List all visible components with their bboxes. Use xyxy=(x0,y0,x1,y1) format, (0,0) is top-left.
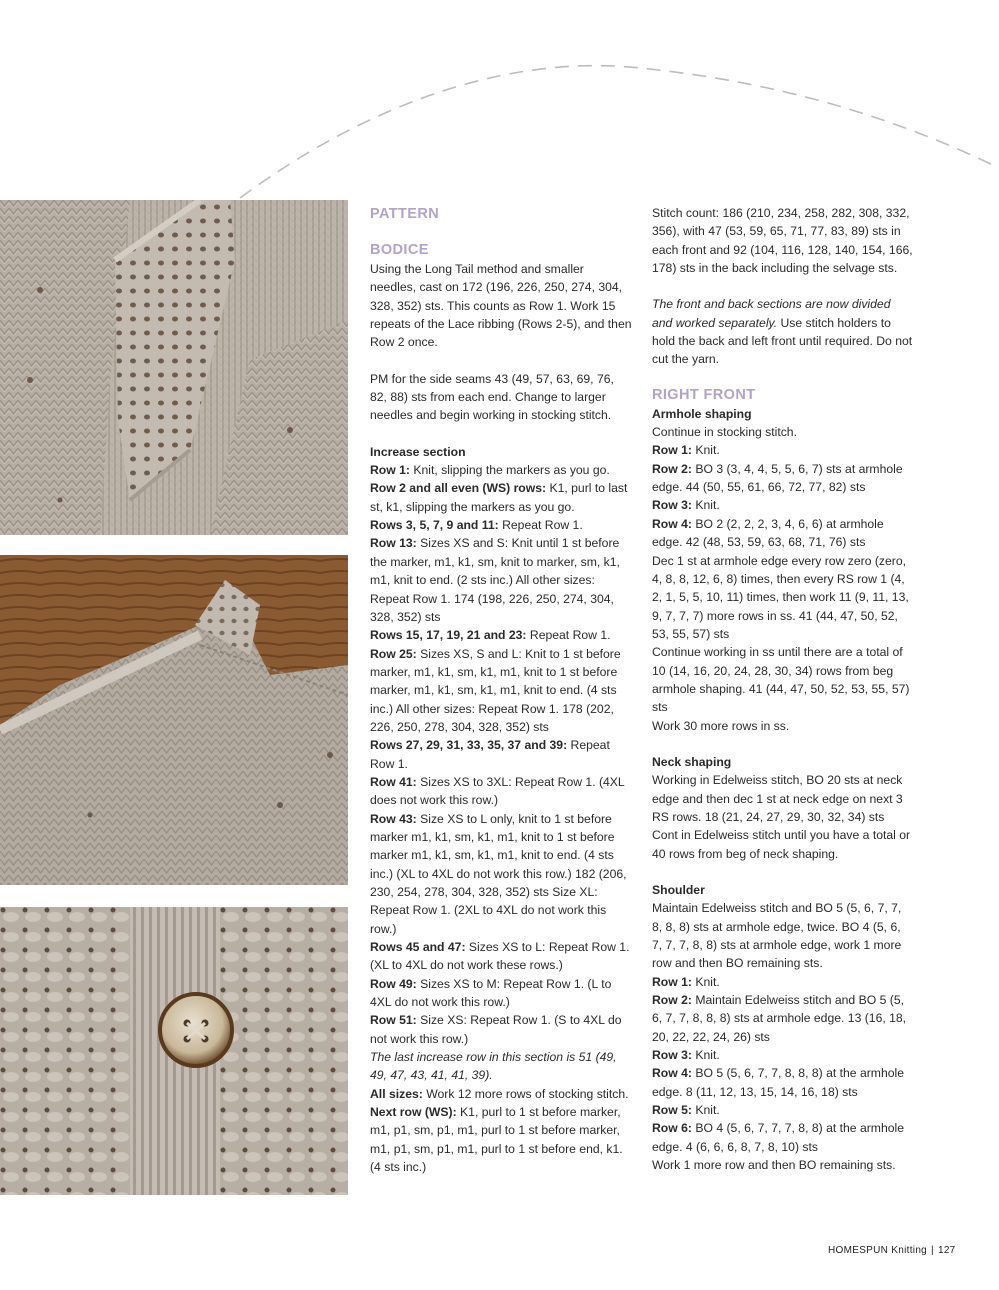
armhole-intro: Continue in stocking stitch. xyxy=(652,425,797,440)
neck-shaping-heading: Neck shaping xyxy=(652,754,732,769)
magazine-brand-sub: Knitting xyxy=(891,1245,928,1256)
stitch-count: Stitch count: 186 (210, 234, 258, 282, 308, 332, 356), with 47 (53, 59, 65, 71, 77, 83, 89) sts in each front and 92 (104, 116, 128, 140, 154, 166, 178) sts in the back including the selvage sts. xyxy=(652,206,913,276)
increase-row: Row 49: Sizes XS to M: Repeat Row 1. (L to 4XL do not work this row.) xyxy=(370,976,612,1010)
divided-note: The front and back sections are now divided and worked separately. Use stitch holders to hold the back and left front until required. Do not cut the yarn. xyxy=(652,297,913,367)
neck-shaping-text: Working in Edelweiss stitch, BO 20 sts at neck edge and then dec 1 st at neck edge on next 3 RS rows. 18 (21, 24, 27, 29, 30, 32, 34) sts xyxy=(652,773,903,824)
increase-row: Rows 45 and 47: Sizes XS to L: Repeat Row 1. (XL to 4XL do not work these rows.) xyxy=(370,940,630,973)
last-increase-note: The last increase row in this section is 51 (49, 49, 47, 43, 41, 41, 39). xyxy=(370,1050,617,1083)
neck-shaping-cont: Cont in Edelweiss stitch until you have a total or 40 rows from beg of neck shaping. xyxy=(652,828,911,861)
shoulder-heading: Shoulder xyxy=(652,883,705,897)
increase-row: Rows 15, 17, 19, 21 and 23: Repeat Row 1. xyxy=(370,628,611,643)
magazine-brand: HOMESPUN xyxy=(828,1245,889,1256)
increase-row: Row 51: Size XS: Repeat Row 1. (S to 4XL do not work this row.) xyxy=(370,1013,622,1046)
page-footer xyxy=(828,1245,956,1256)
increase-row: Row 41: Sizes XS to 3XL: Repeat Row 1. (4XL does not work this row.) xyxy=(370,774,625,808)
armhole-row: Row 2: BO 3 (3, 4, 4, 5, 5, 6, 7) sts at armhole edge. 44 (50, 55, 61, 66, 72, 77, 82) sts xyxy=(652,461,903,495)
photo-shoulder-seam xyxy=(0,555,348,885)
shoulder-text: Maintain Edelweiss stitch and BO 5 (5, 6, 7, 7, 8, 8, 8) sts at armhole edge, twice. BO 4 (5, 6, 7, 7, 7, 8, 8) sts at armhole edge, work 1 more row and then BO remaining sts. xyxy=(652,901,902,971)
pattern-column-right xyxy=(652,204,914,1175)
all-sizes-row: All sizes: Work 12 more rows of stocking stitch. xyxy=(370,1086,629,1101)
shoulder-row: Row 4: BO 5 (5, 6, 7, 7, 8, 8, 8) at the armhole edge. 8 (11, 12, 13, 15, 14, 16, 18) sts xyxy=(652,1066,904,1099)
shoulder-row: Row 3: Knit. xyxy=(652,1048,720,1063)
heading-pattern: PATTERN xyxy=(370,206,440,222)
footer-divider: | xyxy=(931,1245,934,1256)
shoulder-row: Row 2: Maintain Edelweiss stitch and BO 5 (5, 6, 7, 7, 8, 8, 8) sts at armhole edge. 13 (16, 18, 20, 22, 22, 24, 26) sts xyxy=(652,993,907,1044)
heading-bodice: BODICE xyxy=(370,242,429,258)
page-number: 127 xyxy=(937,1245,956,1256)
next-row-ws: Next row (WS): K1, purl to 1 st before marker, m1, p1, sm, p1, m1, purl to 1 st before marker, m1, p1, sm, p1, m1, purl to 1 st before end, k1. (4 sts inc.) xyxy=(370,1105,623,1175)
increase-row: Rows 3, 5, 7, 9 and 11: Repeat Row 1. xyxy=(370,518,583,533)
shoulder-final: Work 1 more row and then BO remaining sts. xyxy=(652,1158,896,1173)
armhole-decrease: Dec 1 st at armhole edge every row zero (zero, 4, 8, 8, 12, 6, 8) times, then every RS row 1 (4, 2, 1, 5, 5, 10, 11) times, then work 11 (9, 11, 13, 9, 7, 7, 7) more rows in ss. 41 (44, 47, 50, 52, 53, 55, 57) sts xyxy=(652,553,909,641)
photo-button-band xyxy=(0,907,348,1195)
armhole-shaping-heading: Armhole shaping xyxy=(652,406,752,421)
shoulder-row: Row 1: Knit. xyxy=(652,974,720,989)
side-seam-markers: PM for the side seams 43 (49, 57, 63, 69, 76, 82, 88) sts from each end. Change to larger needles and begin working in stocking stitch. xyxy=(370,371,614,423)
armhole-row: Row 1: Knit. xyxy=(652,443,720,458)
shoulder-row: Row 5: Knit. xyxy=(652,1103,720,1118)
increase-row: Row 25: Sizes XS, S and L: Knit to 1 st before marker, m1, k1, sm, k1, m1, knit to 1 st before marker, m1, k1, sm, k1, m1, knit to end. (4 sts inc.) All other sizes: Repeat Row 1. 178 (202, 226, 250, 278, 304, 328, 352) sts xyxy=(370,646,621,734)
increase-row: Row 13: Sizes XS and S: Knit until 1 st before the marker, m1, k1, sm, knit to marker, sm, k1, m1, knit to end. (2 sts inc.) All other sizes: Repeat Row 1. 174 (198, 226, 250, 274, 304, 328, 352) sts xyxy=(370,536,620,624)
bodice-intro: Using the Long Tail method and smaller needles, cast on 172 (196, 226, 250, 274, 304, 328, 352) sts. This counts as Row 1. Work 15 repeats of the Lace ribbing (Rows 2-5), and then Row 2 once. xyxy=(370,262,632,350)
increase-row: Rows 27, 29, 31, 33, 35, 37 and 39: Repeat Row 1. xyxy=(370,738,610,771)
armhole-row: Row 4: BO 2 (2, 2, 2, 3, 4, 6, 6) at armhole edge. 42 (48, 53, 59, 63, 68, 71, 76) sts xyxy=(652,516,884,550)
increase-row: Row 1: Knit, slipping the markers as you go. xyxy=(370,463,610,478)
armhole-continue: Continue working in ss until there are a total of 10 (14, 16, 20, 24, 28, 30, 34) rows from beg armhole shaping. 41 (44, 47, 50, 52, 53, 55, 57) sts xyxy=(652,645,910,715)
shoulder-row: Row 6: BO 4 (5, 6, 7, 7, 7, 8, 8) at the armhole edge. 4 (6, 6, 6, 8, 7, 8, 10) sts xyxy=(652,1121,904,1154)
increase-section-heading: Increase section xyxy=(370,444,466,459)
armhole-row: Row 3: Knit. xyxy=(652,498,720,513)
heading-right-front: RIGHT FRONT xyxy=(652,386,756,403)
dashed-arc-decoration xyxy=(0,0,999,210)
photo-collar-lace xyxy=(0,200,348,535)
armhole-work-rows: Work 30 more rows in ss. xyxy=(652,718,790,733)
pattern-column-left xyxy=(370,204,632,1177)
increase-row: Row 43: Size XS to L only, knit to 1 st before marker m1, k1, sm, k1, m1, knit to 1 st before marker m1, k1, sm, k1, m1, knit to end. (4 sts inc.) (XL to 4XL do not work this row.) 182 (206, 230, 254, 278, 304, 328, 352) sts Size XL: Repeat Row 1. (2XL to 4XL do not work this row.) xyxy=(370,811,627,936)
increase-row: Row 2 and all even (WS) rows: K1, purl to last st, k1, slipping the markers as you go. xyxy=(370,481,628,514)
